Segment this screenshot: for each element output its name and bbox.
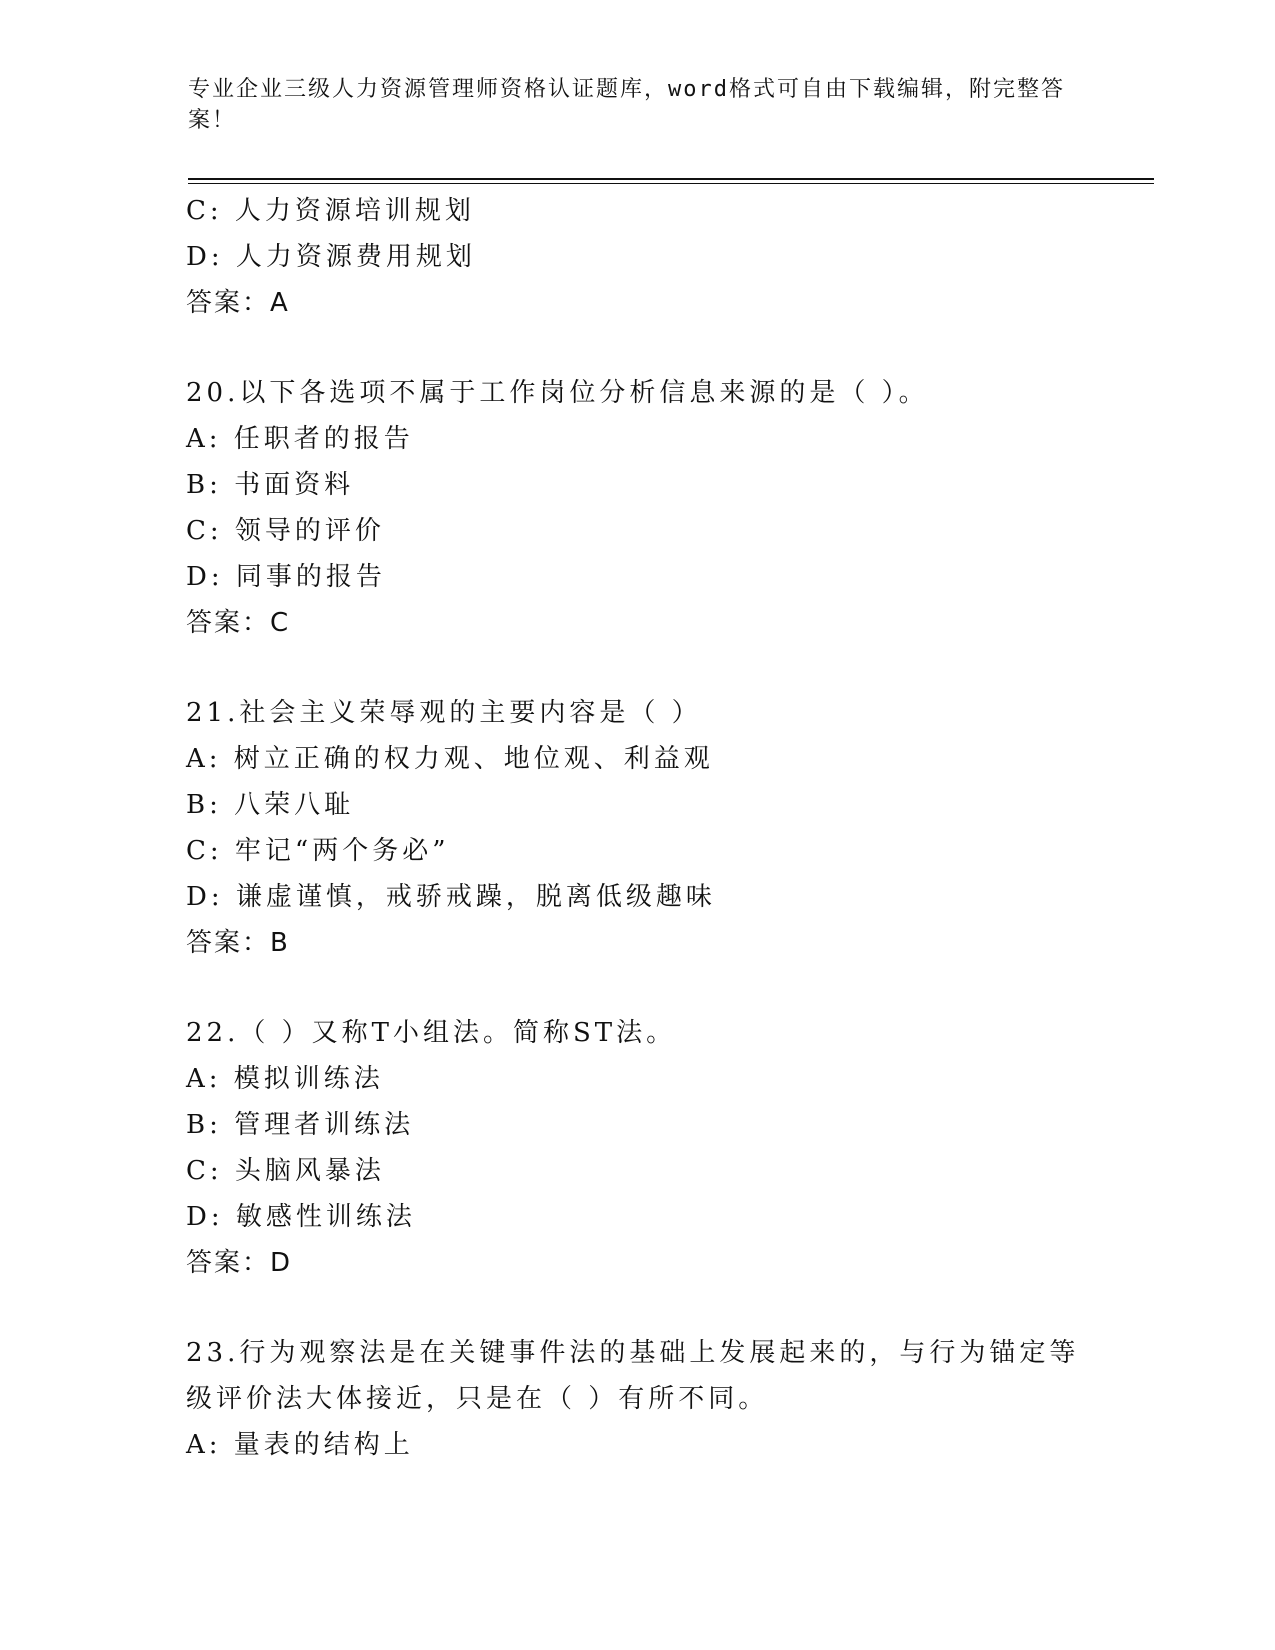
option-c: C: 人力资源培训规划 (186, 196, 475, 226)
option-d: D: 同事的报告 (186, 562, 386, 592)
option-d: D: 人力资源费用规划 (186, 242, 476, 272)
answer: 答案：A (186, 288, 290, 318)
page-header: 专业企业三级人力资源管理师资格认证题库，word格式可自由下载编辑，附完整答案！ (188, 77, 1065, 133)
option-d: D: 敏感性训练法 (186, 1202, 416, 1232)
option-a: A: 树立正确的权力观、地位观、利益观 (186, 744, 714, 774)
question-19-continuation (186, 188, 1166, 326)
option-a: A: 模拟训练法 (186, 1064, 384, 1094)
answer: 答案：B (186, 928, 290, 958)
option-d: D: 谦虚谨慎，戒骄戒躁，脱离低级趣味 (186, 882, 716, 912)
option-a: A: 量表的结构上 (186, 1430, 414, 1460)
option-c: C: 领导的评价 (186, 516, 385, 546)
option-a: A: 任职者的报告 (186, 424, 414, 454)
question-21 (186, 690, 1166, 966)
option-c: C: 头脑风暴法 (186, 1156, 385, 1186)
answer: 答案：C (186, 608, 291, 638)
header-divider-thin (188, 183, 1154, 184)
question-22 (186, 1010, 1166, 1286)
option-c: C: 牢记“两个务必” (186, 836, 450, 866)
question-stem: 23.行为观察法是在关键事件法的基础上发展起来的，与行为锚定等级评价法大体接近，只是在（ ）有所不同。 (186, 1338, 1080, 1414)
answer: 答案：D (186, 1248, 293, 1278)
option-b: B: 八荣八耻 (186, 790, 355, 820)
question-stem: 22.（ ）又称T小组法。简称ST法。 (186, 1018, 677, 1048)
question-list (186, 188, 1166, 1468)
option-b: B: 管理者训练法 (186, 1110, 415, 1140)
question-stem: 20.以下各选项不属于工作岗位分析信息来源的是（ ）。 (186, 378, 929, 408)
question-23 (186, 1330, 1166, 1468)
option-b: B: 书面资料 (186, 470, 355, 500)
question-stem: 21.社会主义荣辱观的主要内容是（ ） (186, 698, 702, 728)
question-20 (186, 370, 1166, 646)
header-divider-thick (188, 178, 1154, 180)
